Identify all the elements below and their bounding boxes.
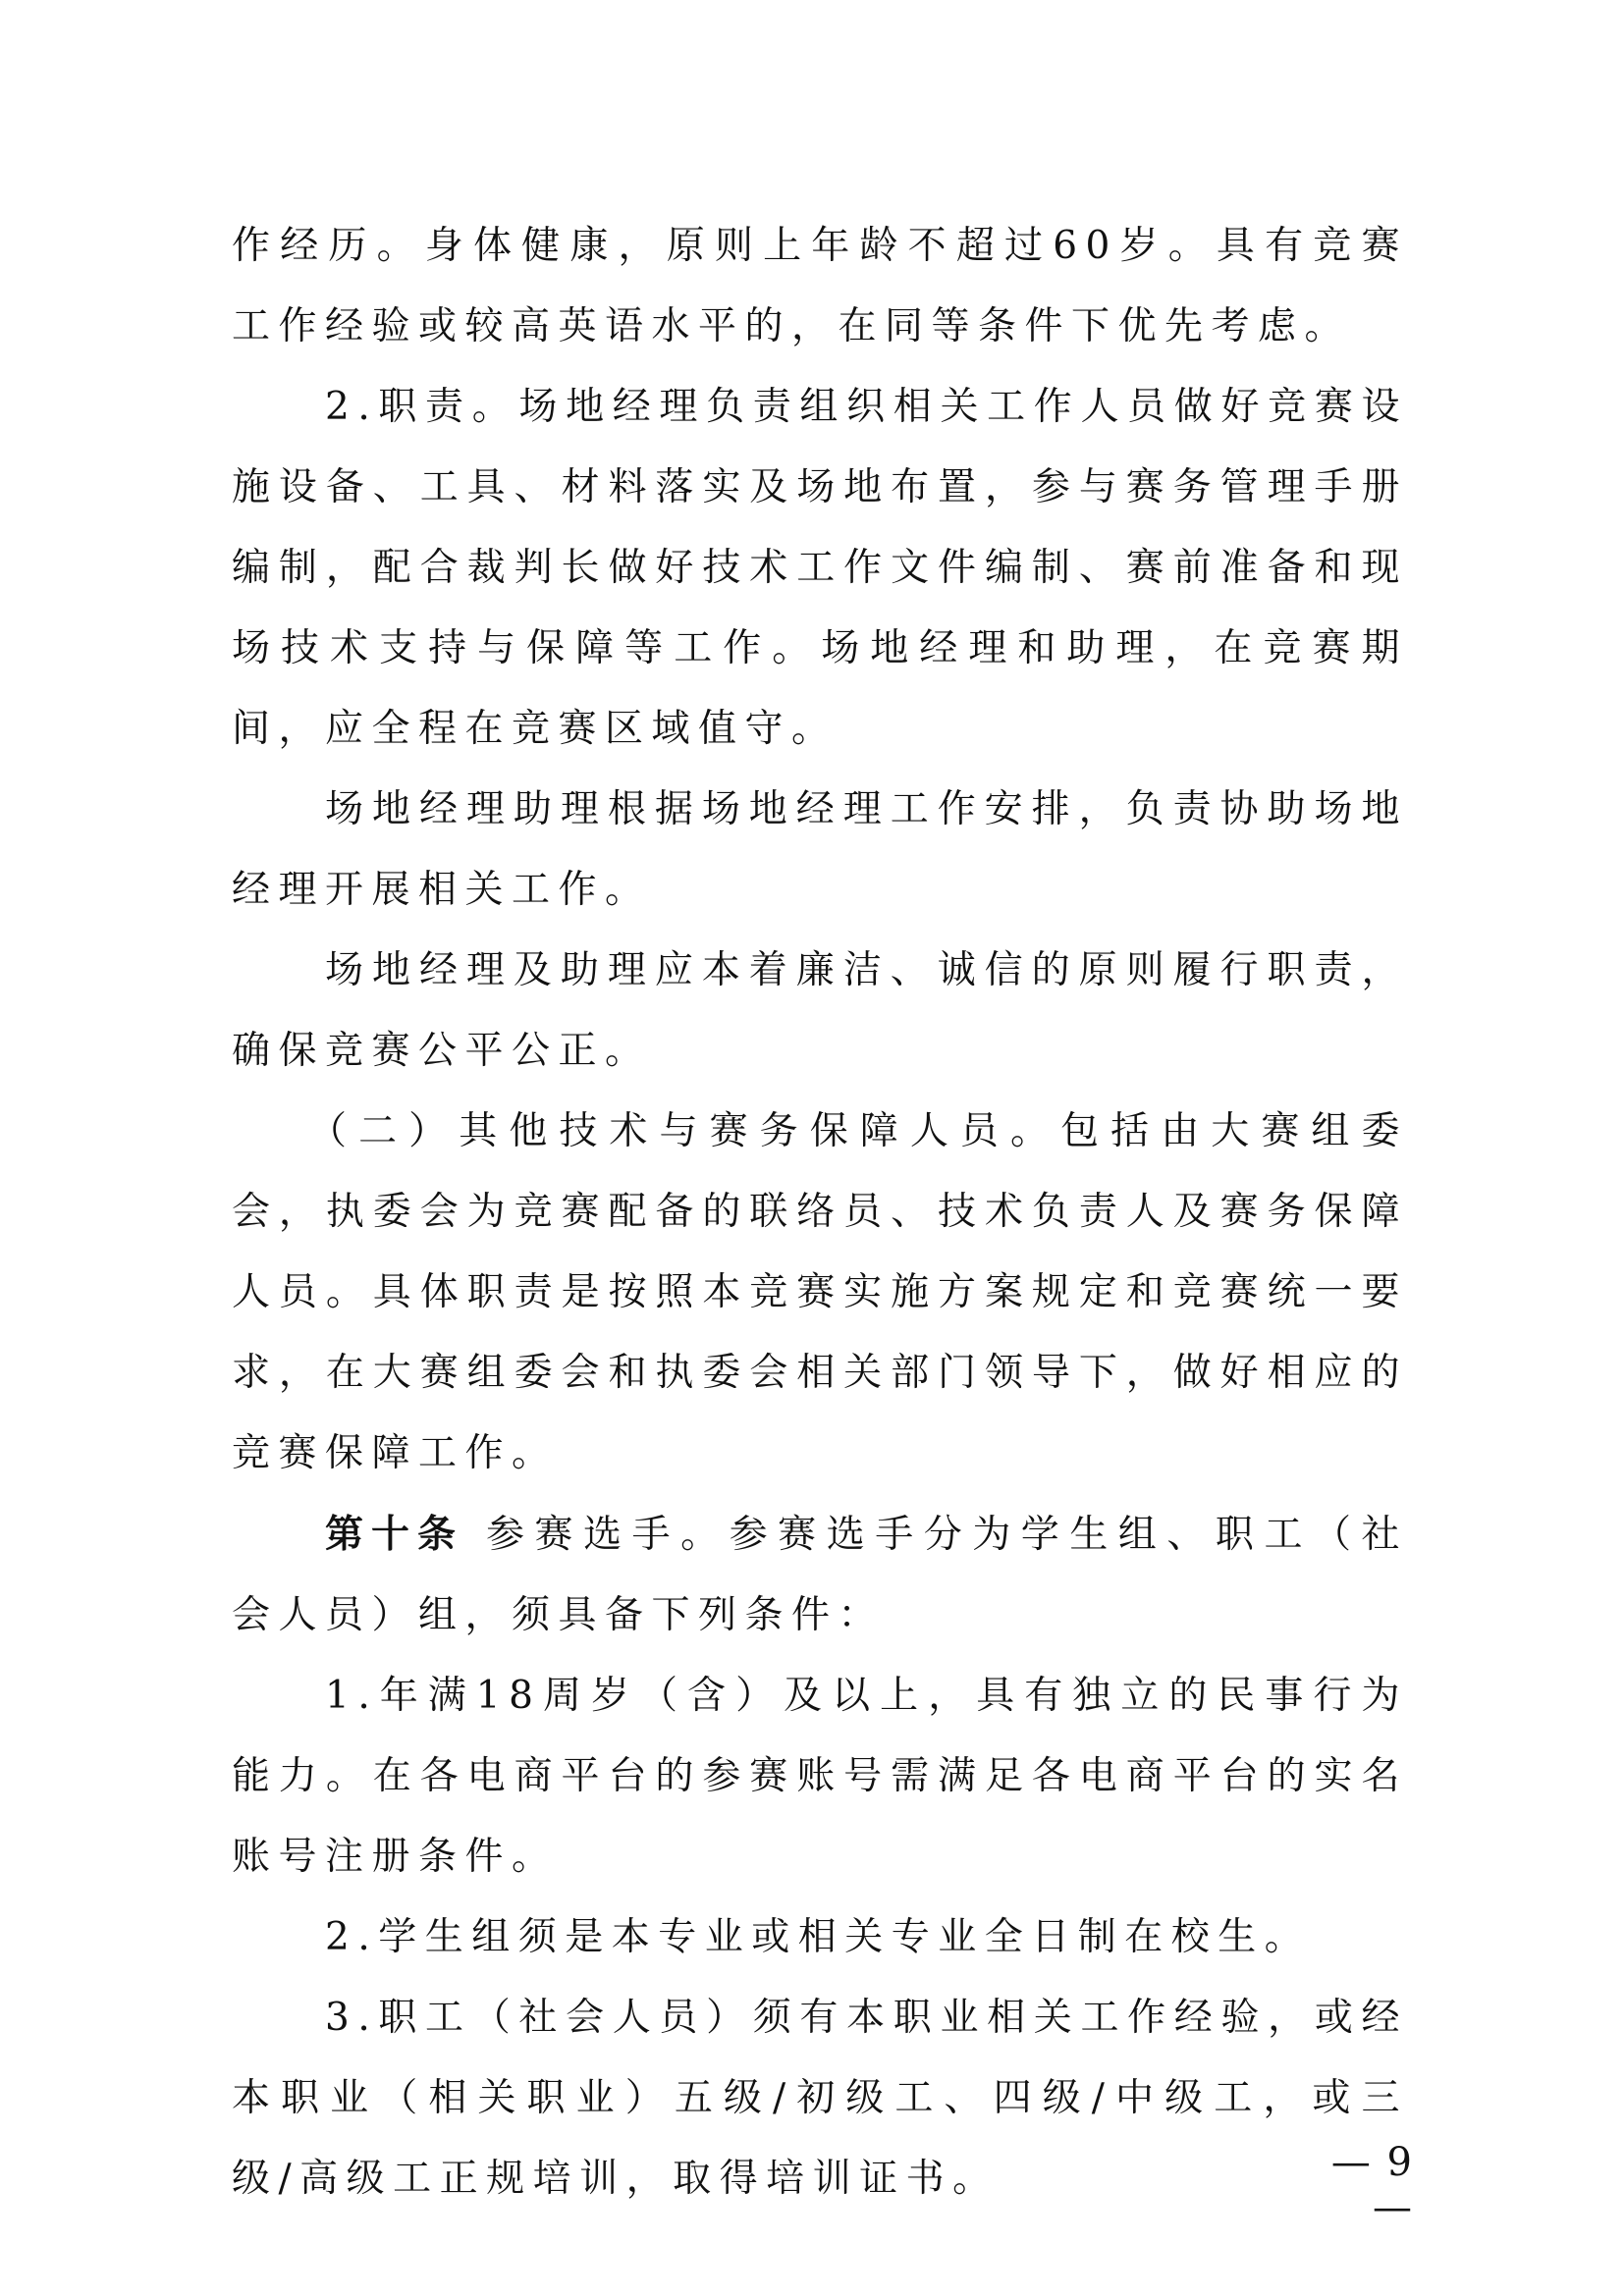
paragraph-6-text: 参赛选手。参赛选手分为学生组、职工（社会人员）组，须具备下列条件： [232, 1513, 1408, 1637]
paragraph-7-text: 1.年满18周岁（含）及以上，具有独立的民事行为能力。在各电商平台的参赛账号需满足各电商平台的实名账号注册条件。 [232, 1674, 1408, 1879]
paragraph-2-text: 2.职责。场地经理负责组织相关工作人员做好竞赛设施设备、工具、材料落实及场地布置，参与赛务管理手册编制，配合裁判长做好技术工作文件编制、赛前准备和现场技术支持与保障等工作。场地经理和助理，在竞赛期间，应全程在竞赛区域值守。 [232, 385, 1408, 751]
document-body [232, 206, 1408, 2219]
paragraph-4 [232, 931, 1408, 1092]
paragraph-2 [232, 367, 1408, 770]
article-number: 第十条 [325, 1512, 464, 1557]
page-number: — 9 — [1330, 2140, 1414, 2230]
paragraph-5-text: （二）其他技术与赛务保障人员。包括由大赛组委会，执委会为竞赛配备的联络员、技术负责人及赛务保障人员。具体职责是按照本竞赛实施方案规定和竞赛统一要求，在大赛组委会和执委会相关部门领导下，做好相应的竞赛保障工作。 [232, 1109, 1408, 1475]
paragraph-8-text: 2.学生组须是本专业或相关专业全日制在校生。 [325, 1915, 1312, 1959]
paragraph-8 [232, 1897, 1408, 1978]
paragraph-1-text: 作经历。身体健康，原则上年龄不超过60岁。具有竞赛工作经验或较高英语水平的，在同等条件下优先考虑。 [232, 224, 1408, 348]
paragraph-5 [232, 1092, 1408, 1494]
paragraph-3-text: 场地经理助理根据场地经理工作安排，负责协助场地经理开展相关工作。 [232, 787, 1408, 912]
paragraph-9-text: 3.职工（社会人员）须有本职业相关工作经验，或经本职业（相关职业）五级/初级工、四级/中级工，或三级/高级工正规培训，取得培训证书。 [232, 1996, 1408, 2201]
paragraph-6 [232, 1494, 1408, 1656]
paragraph-9 [232, 1978, 1408, 2219]
paragraph-3 [232, 770, 1408, 931]
paragraph-1 [232, 206, 1408, 367]
paragraph-7 [232, 1656, 1408, 1897]
paragraph-4-text: 场地经理及助理应本着廉洁、诚信的原则履行职责，确保竞赛公平公正。 [232, 948, 1408, 1073]
